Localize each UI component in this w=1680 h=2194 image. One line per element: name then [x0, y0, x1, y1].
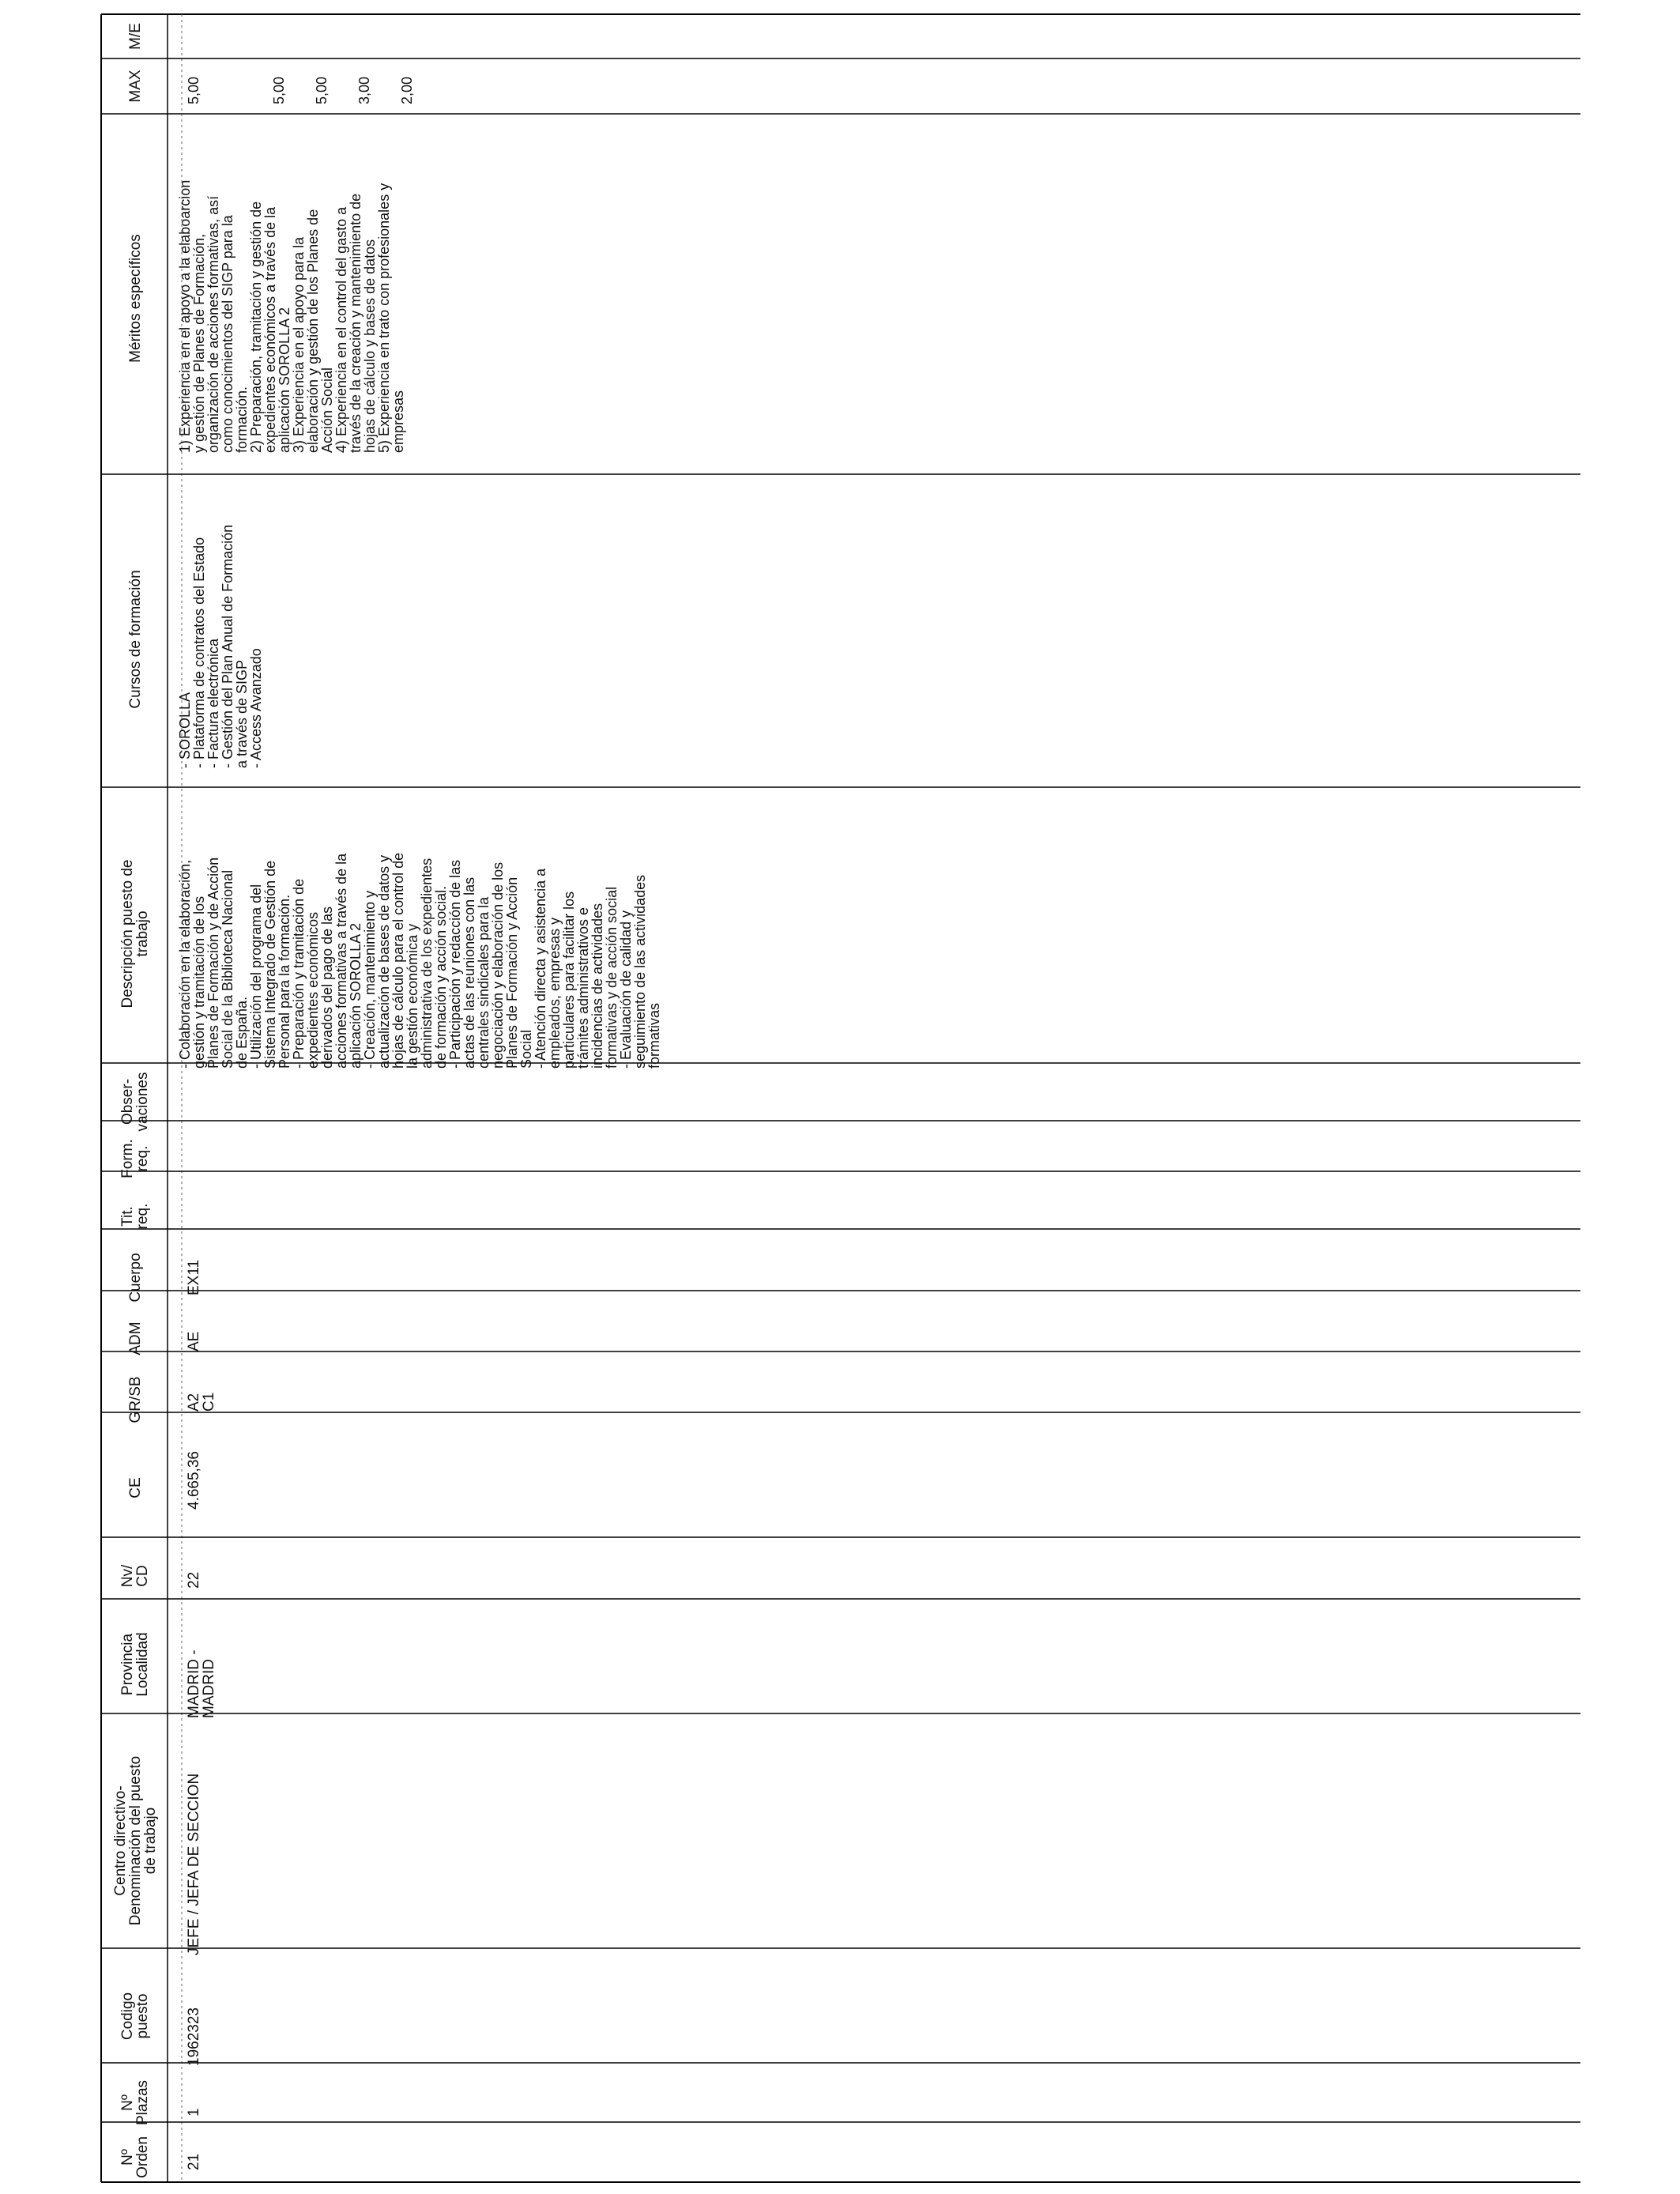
header-provincia: Provincia Localidad: [119, 1632, 151, 1697]
header-plazas: Nº Plazas: [119, 2079, 151, 2126]
header-me: M/E: [126, 23, 144, 50]
cell-codigo: 1962323: [186, 2007, 202, 2066]
cell-ce: 4.665,36: [186, 1451, 202, 1510]
cell-nivel: 22: [186, 1571, 202, 1589]
max-value-3: 5,00: [314, 76, 330, 104]
cell-meritos: 1) Experiencia en el apoyo a la elaboarcion y gestión de Planes de Formación, organización de acciones formativas, así como conocimientos del SIGP para la formación. 2) Preparación, tramitación y gestión de expedientes económicos a través de la aplicación SOROLLA 2 3) Experiencia en el apoyo para la elaboración y gestión de los Planes de Acción Social 4) Experiencia en el control del gasto a través de la creación y mantenimiento de hojas de cálculo y bases de datos 5) Experiencia en trato con profesionales y empresas: [177, 179, 406, 453]
cell-max: [182, 58, 458, 114]
max-value-5: 2,00: [399, 76, 415, 104]
cell-cursos: - SOROLLA - Plataforma de contratos del Estado - Factura electrónica - Gestión del Plan Anual de Formación a través de SIGP - Access Avanzado: [177, 524, 264, 768]
header-grupo: GR/SB: [126, 1376, 144, 1423]
max-value-2: 5,00: [271, 76, 287, 104]
header-titulacion: Tit. req.: [119, 1203, 151, 1230]
cell-adm: AE: [186, 1331, 202, 1351]
header-descripcion: Descripción puesto de trabajo: [119, 859, 151, 1008]
header-cursos: Cursos de formación: [126, 570, 144, 709]
header-cuerpo: Cuerpo: [126, 1253, 144, 1302]
cell-grupo: A2 C1: [186, 1392, 217, 1412]
header-codigo: Codigo puesto: [119, 1992, 151, 2041]
cell-plazas: 1: [186, 2108, 202, 2117]
header-ce: CE: [126, 1477, 144, 1498]
cell-descripcion: - Colaboración en la elaboración, gestión y tramitación de los Planes de Formación y de Acción Social de la Biblioteca Nacional de España. - Utilización del programa del Sistema Integrado de Gestión de Personal para la formación. - Preparación y tramitación de expedientes económicos derivados del pago de las acciones formativas a través de la aplicación SOROLLA 2 - Creación, mantenimiento y actualización de bases de datos y hojas de cálculo para el control de la gestión económica y administrativa de los expedientes de formación y acción social. - Participación y redacción de las actas de las reuniones con las centrales sindicales para la negociación y elaboración de los Planes de Formación y Acción Social - Atención directa y asistencia a empleados, empresas y particulares para facilitar los trámites administrativos e incidencias de actividades formativas y de acción social - Evaluación de calidad y seguimiento de las actividades formativas: [177, 852, 662, 1069]
header-max: MAX: [126, 70, 144, 103]
header-adm: ADM: [126, 1321, 144, 1355]
header-formacion: Form. req.: [119, 1139, 151, 1178]
header-observaciones: Obser- vaciones: [119, 1072, 151, 1132]
header-nivel: Nv/ CD: [119, 1564, 151, 1588]
header-meritos: Méritos específicos: [126, 234, 144, 363]
header-orden: Nº Orden: [119, 2136, 151, 2178]
max-value-1: 5,00: [186, 76, 202, 104]
max-value-4: 3,00: [356, 76, 372, 104]
cell-centro: JEFE / JEFA DE SECCION: [186, 1773, 202, 1955]
cell-orden: 21: [186, 2153, 202, 2170]
cell-provincia: MADRID - MADRID: [186, 1649, 217, 1718]
header-centro: Centro directivo- Denominación del puesto de trabajo: [111, 1755, 159, 1926]
cell-cuerpo: EX11: [186, 1259, 202, 1295]
